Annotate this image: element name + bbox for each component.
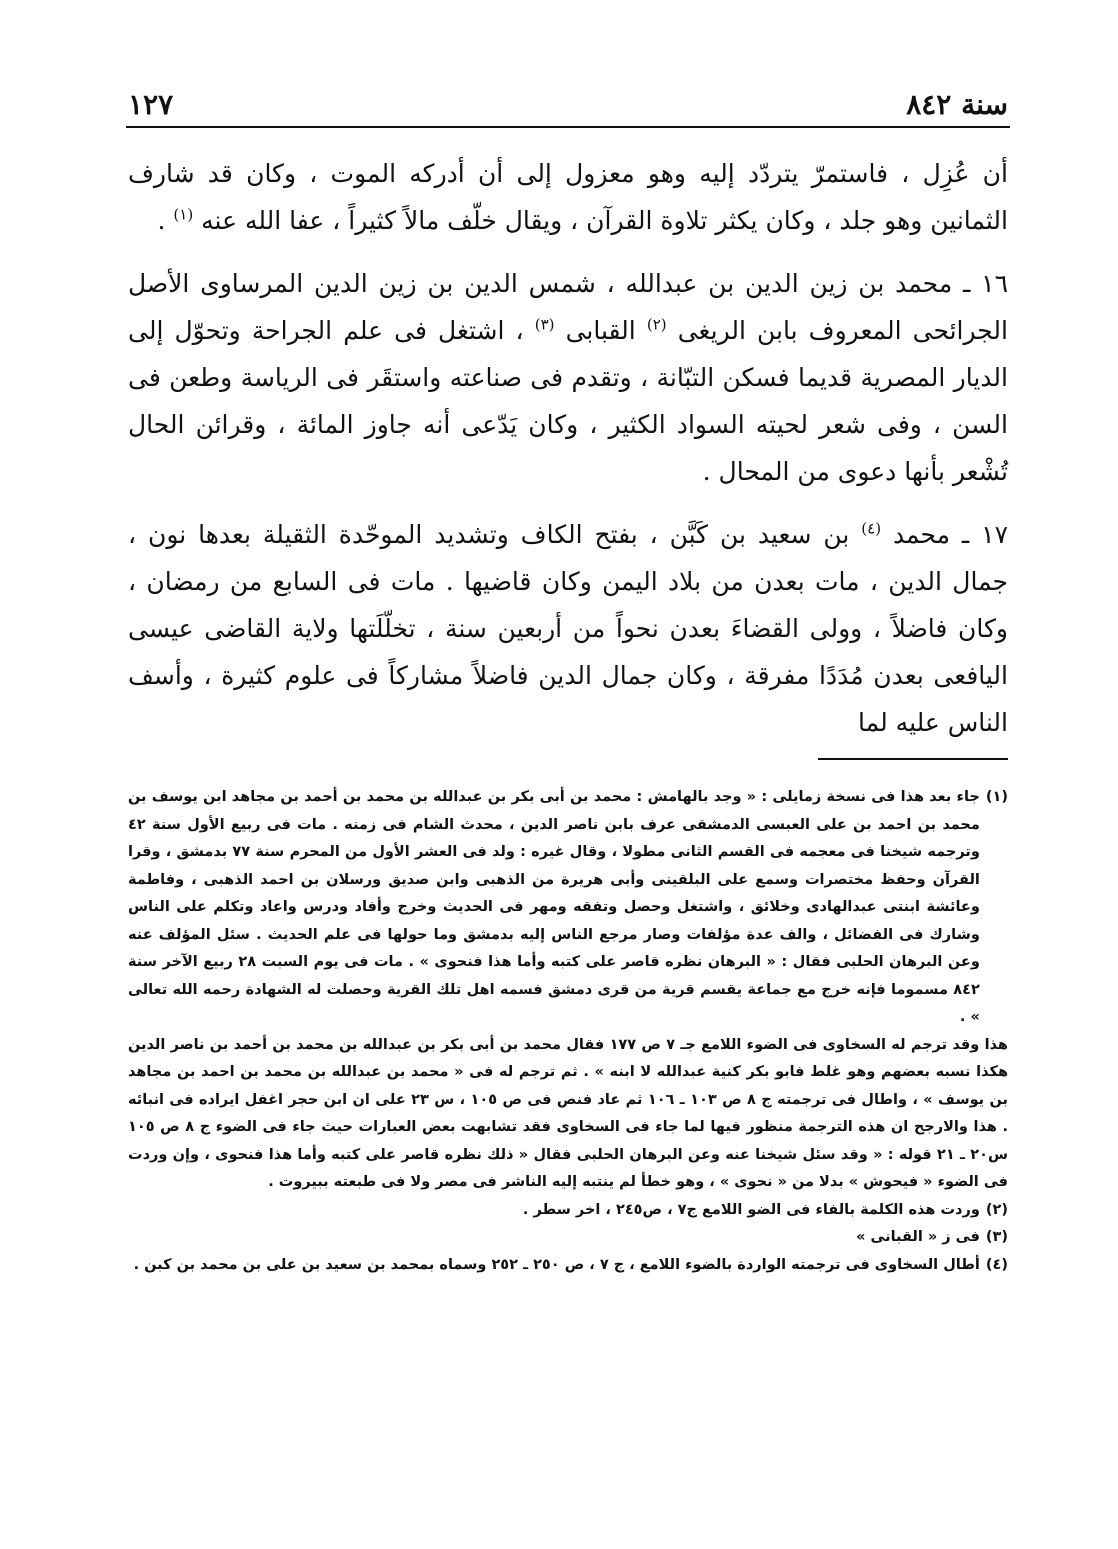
- footnote-separator: [818, 758, 1008, 760]
- footnote-number: (١): [985, 789, 1008, 805]
- paragraph-end: .: [157, 206, 166, 235]
- footnote-4: [128, 1252, 1008, 1280]
- footnote-ref-1[interactable]: (١): [173, 205, 194, 224]
- footnote-text: أطال السخاوى فى ترجمته الواردة بالضوء اللامع ، ج ٧ ، ص ٢٥٠ ـ ٢٥٢ وسماه بمحمد بن سعيد بن على بن محمد بن كبن .: [133, 1256, 980, 1273]
- footnote-1: [128, 784, 1008, 1032]
- footnote-ref-3[interactable]: (٣): [534, 315, 555, 334]
- entry-16-text-a: ١٦ ـ محمد بن زين الدين بن عبدالله ، شمس الدين بن زين الدين المرساوى الأصل الجرائحى المعروف بابن الريغى: [128, 269, 1008, 345]
- header-rule: [126, 126, 1010, 128]
- entry-17: [128, 511, 1008, 746]
- footnote-2: [128, 1197, 1008, 1225]
- footnotes: [128, 784, 1008, 1279]
- page-number: ١٢٧: [128, 87, 174, 121]
- footnote-3: [128, 1224, 1008, 1252]
- main-text: [128, 150, 1008, 746]
- footnote-number: (٢): [985, 1201, 1008, 1218]
- entry-16: [128, 260, 1008, 495]
- footnote-text: جاء بعد هذا فى نسخة زمايلى : « وجد بالهامش : محمد بن أبى بكر بن عبدالله بن محمد بن أحمد بن مجاهد ابن يوسف بن محمد بن احمد بن على العبسى الدمشقى عرف بابن ناصر الدين ، محدث الشام فى زمنه . مات فى ربيع الأول سنة ٤٢ وترجمه شيخنا فى معجمه فى القسم الثانى مطولا ، وقال غيره : ولد فى العشر الأول من المحرم سنة ٧٧ بدمشق ، وقرا القرآن وحفظ مختصرات وسمع على البلقينى وأبى هريرة من الذهبى وابن صديق ورسلان بن احمد الذهبى ، وفاطمة وعائشة ابنتى عبدالهادى وخلائق ، واشتغل وحصل وتفقه ومهر فى الحديث وخرج وأفاد ودرس واعاد وتكلم على الناس وشارك فى الفضائل ، والف عدة مؤلفات وصار مرجع الناس إليه بدمشق وما حولها فى علم الحديث . سئل المؤلف عنه وعن البرهان الحلبى فقال : « البرهان نظره قاصر على كتبه وأما هذا فنحوى » . مات فى يوم السبت ٢٨ ربيع الآخر سنة ٨٤٢ مسموما فإنه خرج مع جماعة يقسم قرية من قرى دمشق فسمه اهل تلك القرية وحصلت له الشهادة رحمه الله تعالى » .: [128, 789, 980, 1025]
- page-header: [128, 86, 1008, 122]
- footnote-1-continuation: هذا وقد ترجم له السخاوى فى الضوء اللامع جـ ٧ ص ١٧٧ فقال محمد بن أبى بكر بن عبدالله بن محمد بن أحمد بن ناصر الدين هكذا نسبه بعضهم وهو غلط فابو بكر كنية عبدالله لا ابنه » . ثم ترجم له فى « محمد بن عبدالله بن محمد بن احمد بن مجاهد بن يوسف » ، واطال فى ترجمته ج ٨ ص ١٠٣ ـ ١٠٦ ثم عاد فنص فى ص ١٠٥ ، س ٢٣ على ان ابن حجر اغفل ايراده فى انبائه . هذا والارجح ان هذه الترجمة منظور فيها لما جاء فى السخاوى فقد تشابهت بعض العبارات حيث جاء فى الضوء ج ٨ ص ١٠٥ س٢٠ ـ ٢١ قوله : « وقد سئل شيخنا عنه وعن البرهان الحلبى فقال « ذلك نظره قاصر على كتبه وأما هذا فنحوى ، وإن وردت فى الضوء « فيحوش » بدلا من « نحوى » ، وهو خطأ لم ينتبه إليه الناشر فى مصر ولا فى طبعته ببيروت .: [128, 1036, 1008, 1190]
- footnote-text: وردت هذه الكلمة بالفاء فى الضو اللامع ج٧ ، ص٢٤٥ ، اخر سطر .: [522, 1201, 980, 1218]
- footnote-ref-2[interactable]: (٢): [646, 315, 667, 334]
- footnote-number: (٤): [985, 1256, 1008, 1273]
- footnote-ref-4[interactable]: (٤): [861, 519, 882, 538]
- entry-17-text-a: ١٧ ـ محمد: [892, 520, 1008, 549]
- entry-16-text-c: ، اشتغل فى علم الجراحة وتحوّل إلى الديار المصرية قديما فسكن التبّانة ، وتقدم فى صناعته واستقَر فى الرياسة وطعن فى السن ، وفى شعر لحيته السواد الكثير ، وكان يَدّعى أنه جاوز المائة ، وقرائن الحال تُشْعر بأنها دعوى من المحال .: [128, 316, 1008, 486]
- entry-16-text-b: القبابى: [565, 316, 636, 345]
- entry-17-text-b: بن سعيد بن كَبَّن ، بفتح الكاف وتشديد الموحّدة الثقيلة بعدها نون ، جمال الدين ، مات بعدن من بلاد اليمن وكان قاضيها . مات فى السابع من رمضان ، وكان فاضلاً ، وولى القضاءَ بعدن نحواً من أربعين سنة ، تخلّلَتها ولاية القاضى عيسى اليافعى بعدن مُدَدًا مفرقة ، وكان جمال الدين فاضلاً مشاركاً فى علوم كثيرة ، وأسف الناس عليه لما: [128, 520, 1008, 737]
- paragraph-text: أن عُزِل ، فاستمرّ يتردّد إليه وهو معزول إلى أن أدركه الموت ، وكان قد شارف الثمانين وهو جلد ، وكان يكثر تلاوة القرآن ، ويقال خلّف مالاً كثيراً ، عفا الله عنه: [128, 159, 1008, 235]
- paragraph-continuation: [128, 150, 1008, 244]
- running-title: سنة ٨٤٢: [906, 87, 1008, 121]
- footnote-text: فى ز « القبانى »: [856, 1229, 980, 1245]
- footnote-number: (٣): [985, 1229, 1008, 1245]
